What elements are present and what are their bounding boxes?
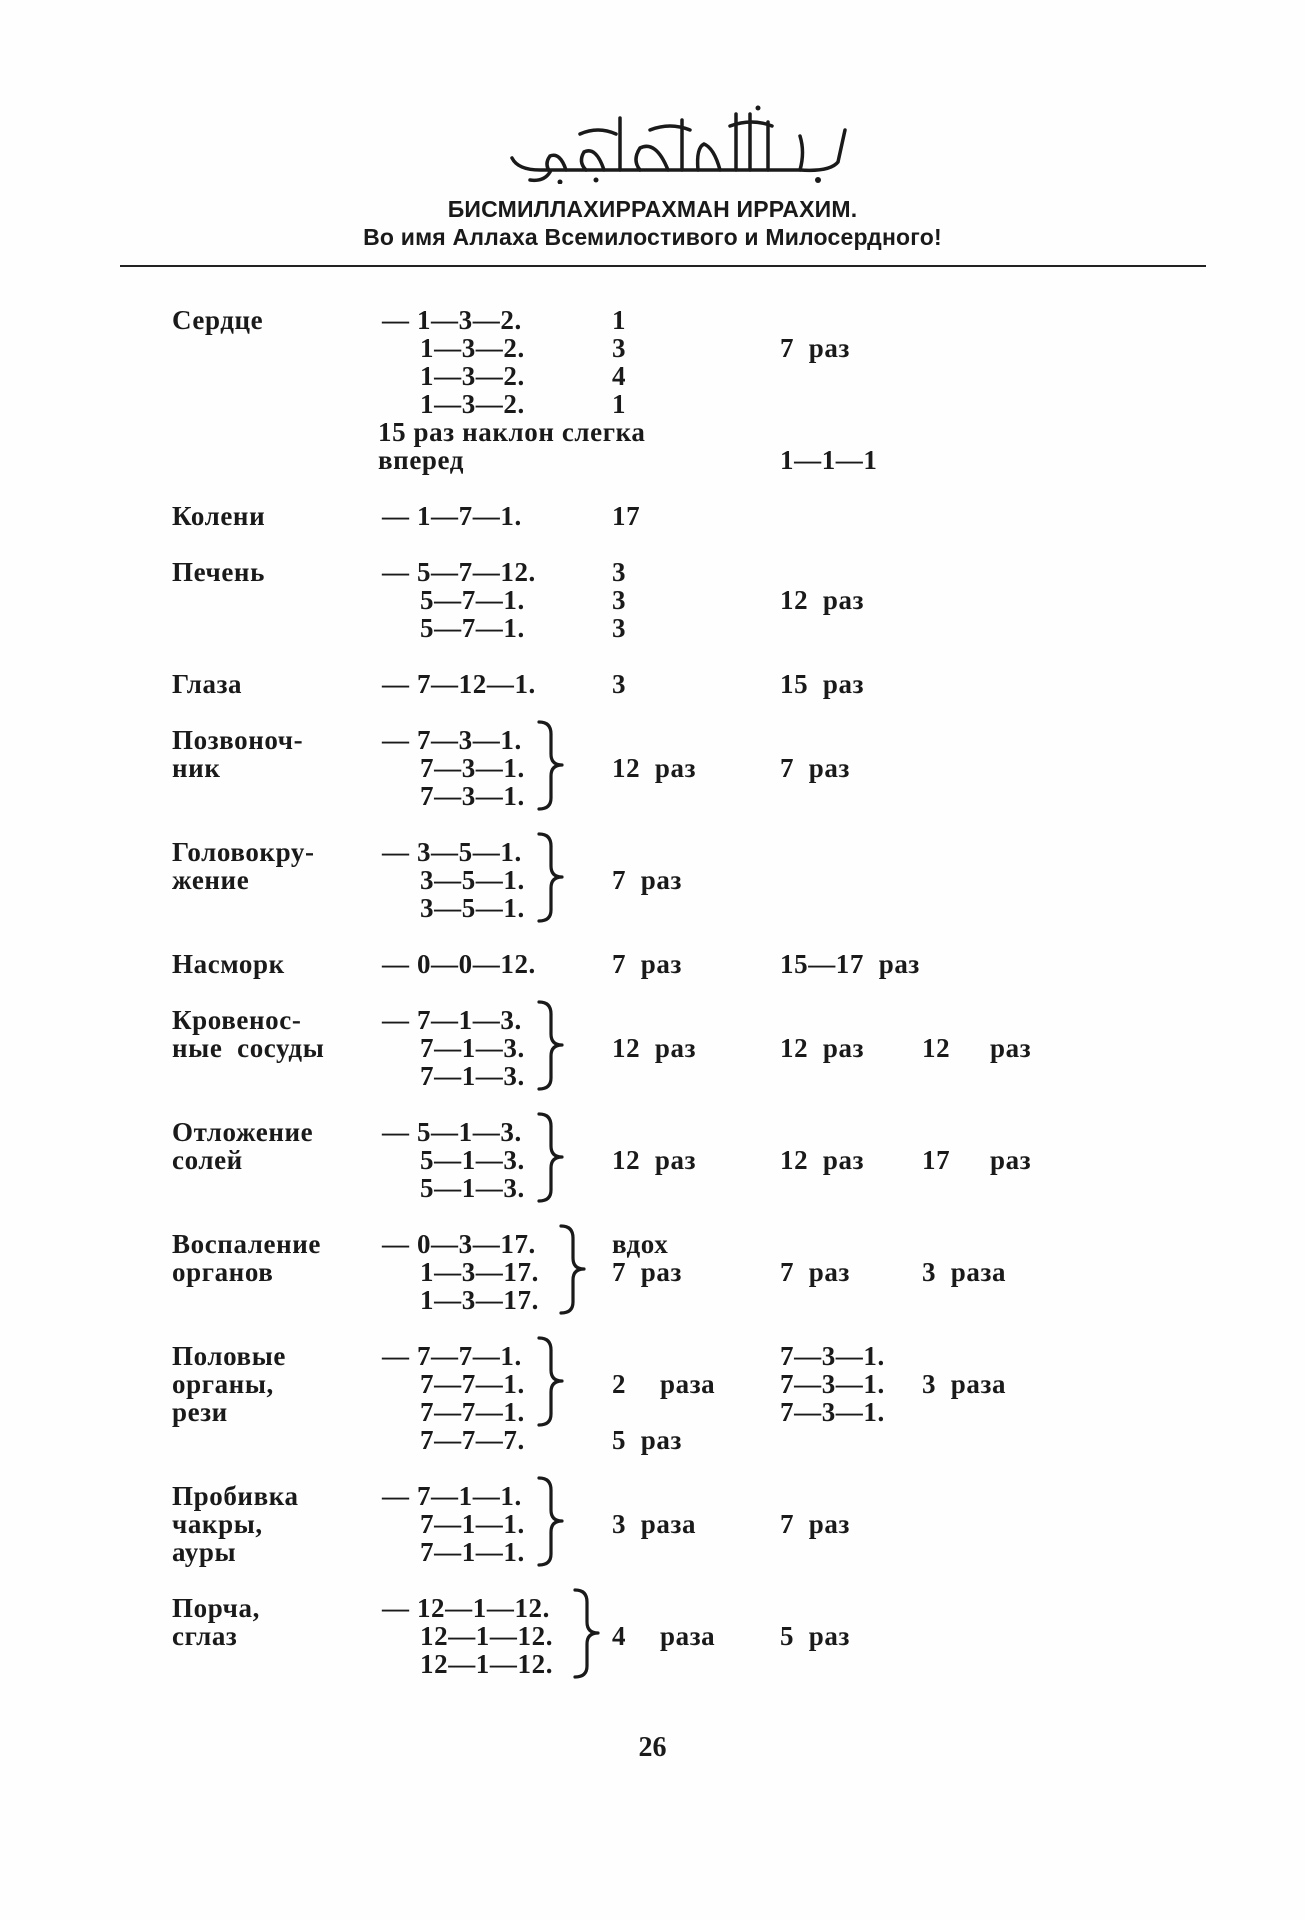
repetitions: 12 раз: [780, 585, 865, 615]
count: 1: [612, 389, 627, 419]
sequence: — 3—5—1.: [382, 837, 522, 867]
page-number: 26: [638, 1732, 667, 1763]
sequence: 7—7—1.: [420, 1369, 525, 1399]
header-transliteration: БИСМИЛЛАХИРРАХМАН ИРРАХИМ.: [447, 196, 858, 222]
sequence: 5—1—3.: [420, 1173, 525, 1203]
repetitions: 12 раз: [612, 1033, 697, 1063]
count: 17: [612, 501, 641, 531]
sequence: 7—3—1.: [780, 1369, 885, 1399]
sequence: 7—1—1.: [420, 1537, 525, 1567]
repetitions: 7 раз: [612, 865, 682, 895]
curly-brace-icon: [536, 830, 568, 924]
count: 12: [922, 1033, 951, 1063]
sequence: 7—3—1.: [420, 781, 525, 811]
sequence: 5—7—1.: [420, 613, 525, 643]
sequence: 7—3—1.: [780, 1341, 885, 1371]
count: 4: [612, 1621, 627, 1651]
sequence: 5—1—3.: [420, 1145, 525, 1175]
count: 4: [612, 361, 627, 391]
unit: раза: [660, 1369, 716, 1399]
repetitions: 7 раз: [612, 949, 682, 979]
repetitions: 5 раз: [780, 1621, 850, 1651]
header-divider: [120, 265, 1206, 267]
repetitions: 12 раз: [780, 1033, 865, 1063]
sequence: 7—7—1.: [420, 1397, 525, 1427]
repetitions: 3 раза: [922, 1369, 1007, 1399]
entry-name: Глаза: [172, 669, 243, 699]
sequence: 7—7—7.: [420, 1425, 525, 1455]
sequence: — 7—12—1.: [382, 669, 536, 699]
sequence: — 1—3—2.: [382, 305, 522, 335]
sequence: — 7—7—1.: [382, 1341, 522, 1371]
repetitions: 7 раз: [780, 1509, 850, 1539]
entry-name: чакры,: [172, 1509, 263, 1539]
repetitions: 12 раз: [780, 1145, 865, 1175]
repetitions: 7 раз: [780, 1257, 850, 1287]
sequence: 1—3—2.: [420, 361, 525, 391]
sequence: 1—1—1: [780, 445, 878, 475]
sequence: — 7—3—1.: [382, 725, 522, 755]
curly-brace-icon: [536, 1474, 568, 1568]
arabic-calligraphy-icon: [500, 100, 860, 184]
sequence: — 0—0—12.: [382, 949, 536, 979]
sequence: — 1—7—1.: [382, 501, 522, 531]
sequence: 3—5—1.: [420, 893, 525, 923]
sequence: 5—7—1.: [420, 585, 525, 615]
repetitions: 7 раз: [780, 333, 850, 363]
sequence: — 12—1—12.: [382, 1593, 550, 1623]
curly-brace-icon: [572, 1586, 604, 1680]
repetitions: 15—17 раз: [780, 949, 920, 979]
entry-name: Сердце: [172, 305, 264, 335]
count: 3: [612, 669, 627, 699]
count: 3: [612, 333, 627, 363]
sequence: — 5—1—3.: [382, 1117, 522, 1147]
entry-name: органы,: [172, 1369, 274, 1399]
repetitions: 15 раз: [780, 669, 865, 699]
entry-name: Колени: [172, 501, 266, 531]
repetitions: 3 раза: [612, 1509, 697, 1539]
entry-name: ауры: [172, 1537, 237, 1567]
header-translation: Во имя Аллаха Всемилостивого и Милосердного!: [363, 224, 942, 250]
sequence: — 7—1—1.: [382, 1481, 522, 1511]
sequence: 1—3—2.: [420, 333, 525, 363]
entry-name: Позвоноч-: [172, 725, 304, 755]
instruction: 15 раз наклон слегка: [378, 417, 646, 447]
entry-name: рези: [172, 1397, 228, 1427]
entry-name: Насморк: [172, 949, 285, 979]
sequence: 7—1—1.: [420, 1509, 525, 1539]
count: 2: [612, 1369, 627, 1399]
entry-name: сглаз: [172, 1621, 238, 1651]
repetitions: 5 раз: [612, 1425, 682, 1455]
entry-name: жение: [172, 865, 250, 895]
curly-brace-icon: [536, 1334, 568, 1428]
entry-name: Отложение: [172, 1117, 314, 1147]
sequence: 7—3—1.: [780, 1397, 885, 1427]
count: 3: [612, 557, 627, 587]
entry-name: Порча,: [172, 1593, 260, 1623]
unit: раз: [990, 1145, 1032, 1175]
count: 1: [612, 305, 627, 335]
sequence: — 7—1—3.: [382, 1005, 522, 1035]
curly-brace-icon: [536, 718, 568, 812]
entry-name: Пробивка: [172, 1481, 299, 1511]
entry-name: Половые: [172, 1341, 286, 1371]
sequence: 7—1—3.: [420, 1033, 525, 1063]
instruction: вперед: [378, 445, 465, 475]
sequence: 1—3—17.: [420, 1257, 539, 1287]
entry-name: солей: [172, 1145, 243, 1175]
count: 17: [922, 1145, 951, 1175]
count: 3: [612, 585, 627, 615]
unit: раза: [660, 1621, 716, 1651]
sequence: 1—3—17.: [420, 1285, 539, 1315]
entry-name: ник: [172, 753, 221, 783]
repetitions: 3 раза: [922, 1257, 1007, 1287]
curly-brace-icon: [536, 998, 568, 1092]
entry-name: органов: [172, 1257, 274, 1287]
entry-name: Кровенос-: [172, 1005, 302, 1035]
repetitions: 12 раз: [612, 753, 697, 783]
sequence: 1—3—2.: [420, 389, 525, 419]
repetitions: 7 раз: [780, 753, 850, 783]
curly-brace-icon: [536, 1110, 568, 1204]
sequence: 7—1—3.: [420, 1061, 525, 1091]
bismillah-calligraphy: [500, 100, 860, 184]
sequence: 7—3—1.: [420, 753, 525, 783]
repetitions: 7 раз: [612, 1257, 682, 1287]
entry-name: Головокру-: [172, 837, 315, 867]
repetitions: 12 раз: [612, 1145, 697, 1175]
curly-brace-icon: [558, 1222, 590, 1316]
breathing-note: вдох: [612, 1229, 669, 1259]
entry-name: ные сосуды: [172, 1033, 325, 1063]
sequence: — 5—7—12.: [382, 557, 536, 587]
count: 3: [612, 613, 627, 643]
sequence: 12—1—12.: [420, 1649, 554, 1679]
unit: раз: [990, 1033, 1032, 1063]
sequence: 3—5—1.: [420, 865, 525, 895]
entry-name: Воспаление: [172, 1229, 322, 1259]
sequence: 12—1—12.: [420, 1621, 554, 1651]
entry-name: Печень: [172, 557, 265, 587]
sequence: — 0—3—17.: [382, 1229, 536, 1259]
